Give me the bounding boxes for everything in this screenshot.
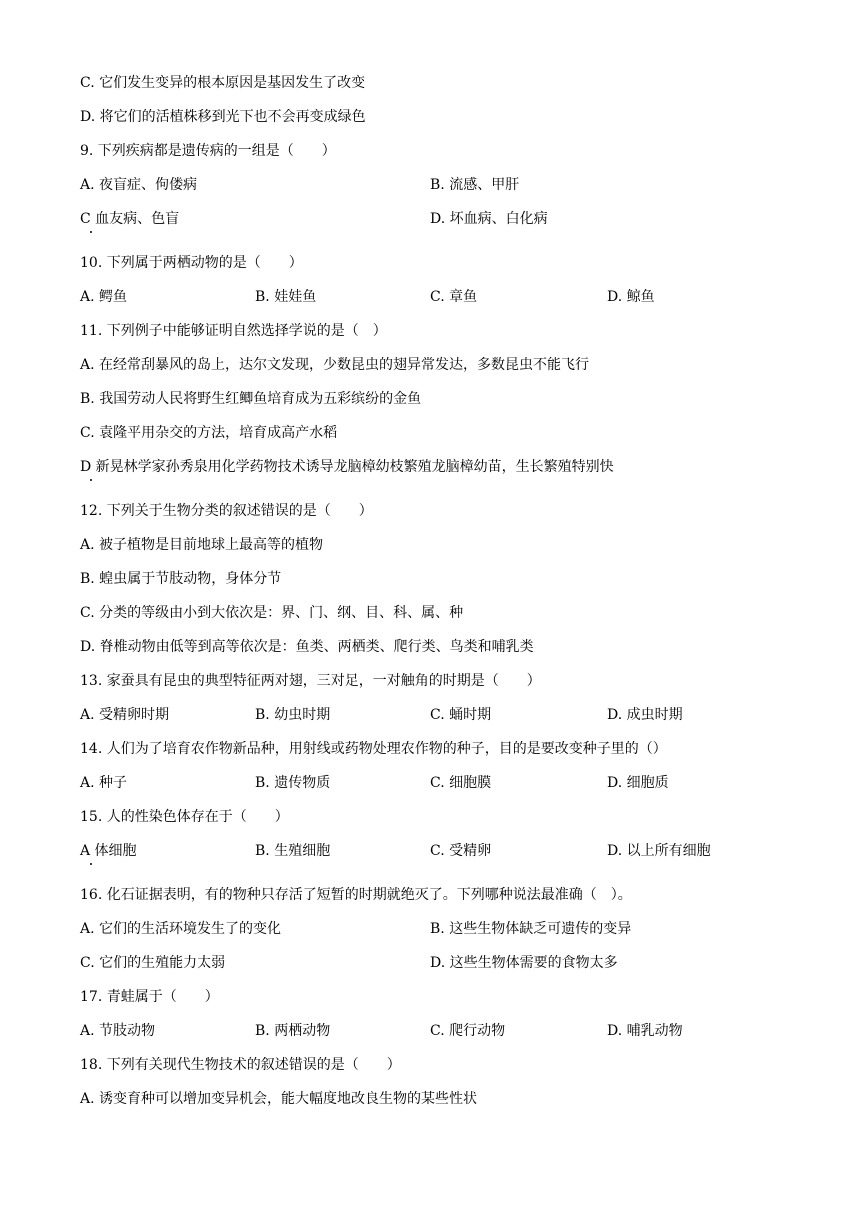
q14-option-b: B. 遗传物质 [255,775,331,791]
q9-option-b: B. 流感、甲肝 [430,177,520,193]
q13-option-b: B. 幼虫时期 [255,707,331,723]
q18-stem: 18. 下列有关现代生物技术的叙述错误的是（ ） [80,1057,401,1073]
q13-stem: 13. 家蚕具有昆虫的典型特征两对翅，三对足，一对触角的时期是（ ） [80,673,541,689]
q12-option-a: A. 被子植物是目前地球上最高等的植物 [80,537,324,553]
q11-option-d: D 新晃林学家孙秀泉用化学药物技术诱导龙脑樟幼枝繁殖龙脑樟幼苗，生长繁殖特别快 [80,459,614,475]
q15-option-b: B. 生殖细胞 [255,843,331,859]
q11-option-c: C. 袁隆平用杂交的方法，培育成高产水稻 [80,425,338,441]
q10-option-d: D. 鲸鱼 [607,289,655,305]
q17-option-b: B. 两栖动物 [255,1023,331,1039]
q11-stem: 11. 下列例子中能够证明自然选择学说的是（ ） [80,323,387,339]
q12-option-c: C. 分类的等级由小到大依次是：界、门、纲、目、科、属、种 [80,605,464,621]
q10-stem: 10. 下列属于两栖动物的是（ ） [80,255,303,271]
q15-stem: 15. 人的性染色体存在于（ ） [80,809,289,825]
q13-option-d: D. 成虫时期 [607,707,683,723]
q15-option-d: D. 以上所有细胞 [607,843,711,859]
q16-option-a: A. 它们的生活环境发生了的变化 [80,921,282,937]
q17-option-c: C. 爬行动物 [430,1023,506,1039]
q13-option-c: C. 蛹时期 [430,707,492,723]
q9-stem: 9. 下列疾病都是遗传病的一组是（ ） [80,143,336,159]
q16-option-d: D. 这些生物体需要的食物太多 [430,955,618,971]
q17-stem: 17. 青蛙属于（ ） [80,989,219,1005]
punctuation-dot [90,231,92,233]
q14-option-d: D. 细胞质 [607,775,669,791]
q10-option-c: C. 章鱼 [430,289,478,305]
q10-option-a: A. 鳄鱼 [80,289,128,305]
q15-option-a: A 体细胞 [80,843,137,859]
q8-option-d: D. 将它们的活植株移到光下也不会再变成绿色 [80,109,366,125]
q13-option-a: A. 受精卵时期 [80,707,170,723]
q12-option-b: B. 蝗虫属于节肢动物，身体分节 [80,571,282,587]
q14-stem: 14. 人们为了培育农作物新品种，用射线或药物处理农作物的种子，目的是要改变种子里的（） [80,741,667,757]
q12-option-d: D. 脊椎动物由低等到高等依次是：鱼类、两栖类、爬行类、鸟类和哺乳类 [80,639,534,655]
q14-option-c: C. 细胞膜 [430,775,492,791]
q12-stem: 12. 下列关于生物分类的叙述错误的是（ ） [80,503,373,519]
q15-option-c: C. 受精卵 [430,843,492,859]
q11-option-a: A. 在经常刮暴风的岛上，达尔文发现，少数昆虫的翅异常发达，多数昆虫不能飞行 [80,357,590,373]
q8-option-c: C. 它们发生变异的根本原因是基因发生了改变 [80,75,366,91]
q16-option-c: C. 它们的生殖能力太弱 [80,955,226,971]
q16-option-b: B. 这些生物体缺乏可遗传的变异 [430,921,632,937]
punctuation-dot [90,863,92,865]
punctuation-dot [90,479,92,481]
q9-option-d: D. 坏血病、白化病 [430,211,548,227]
q10-option-b: B. 娃娃鱼 [255,289,317,305]
q11-option-b: B. 我国劳动人民将野生红鲫鱼培育成为五彩缤纷的金鱼 [80,391,422,407]
q17-option-d: D. 哺乳动物 [607,1023,683,1039]
q17-option-a: A. 节肢动物 [80,1023,156,1039]
q18-option-a: A. 诱变育种可以增加变异机会，能大幅度地改良生物的某些性状 [80,1091,478,1107]
q16-stem: 16. 化石证据表明，有的物种只存活了短暂的时期就绝灭了。下列哪种说法最准确（ ）。 [80,887,632,903]
q9-option-a: A. 夜盲症、佝偻病 [80,177,198,193]
q9-option-c: C 血友病、色盲 [80,211,180,227]
q14-option-a: A. 种子 [80,775,128,791]
